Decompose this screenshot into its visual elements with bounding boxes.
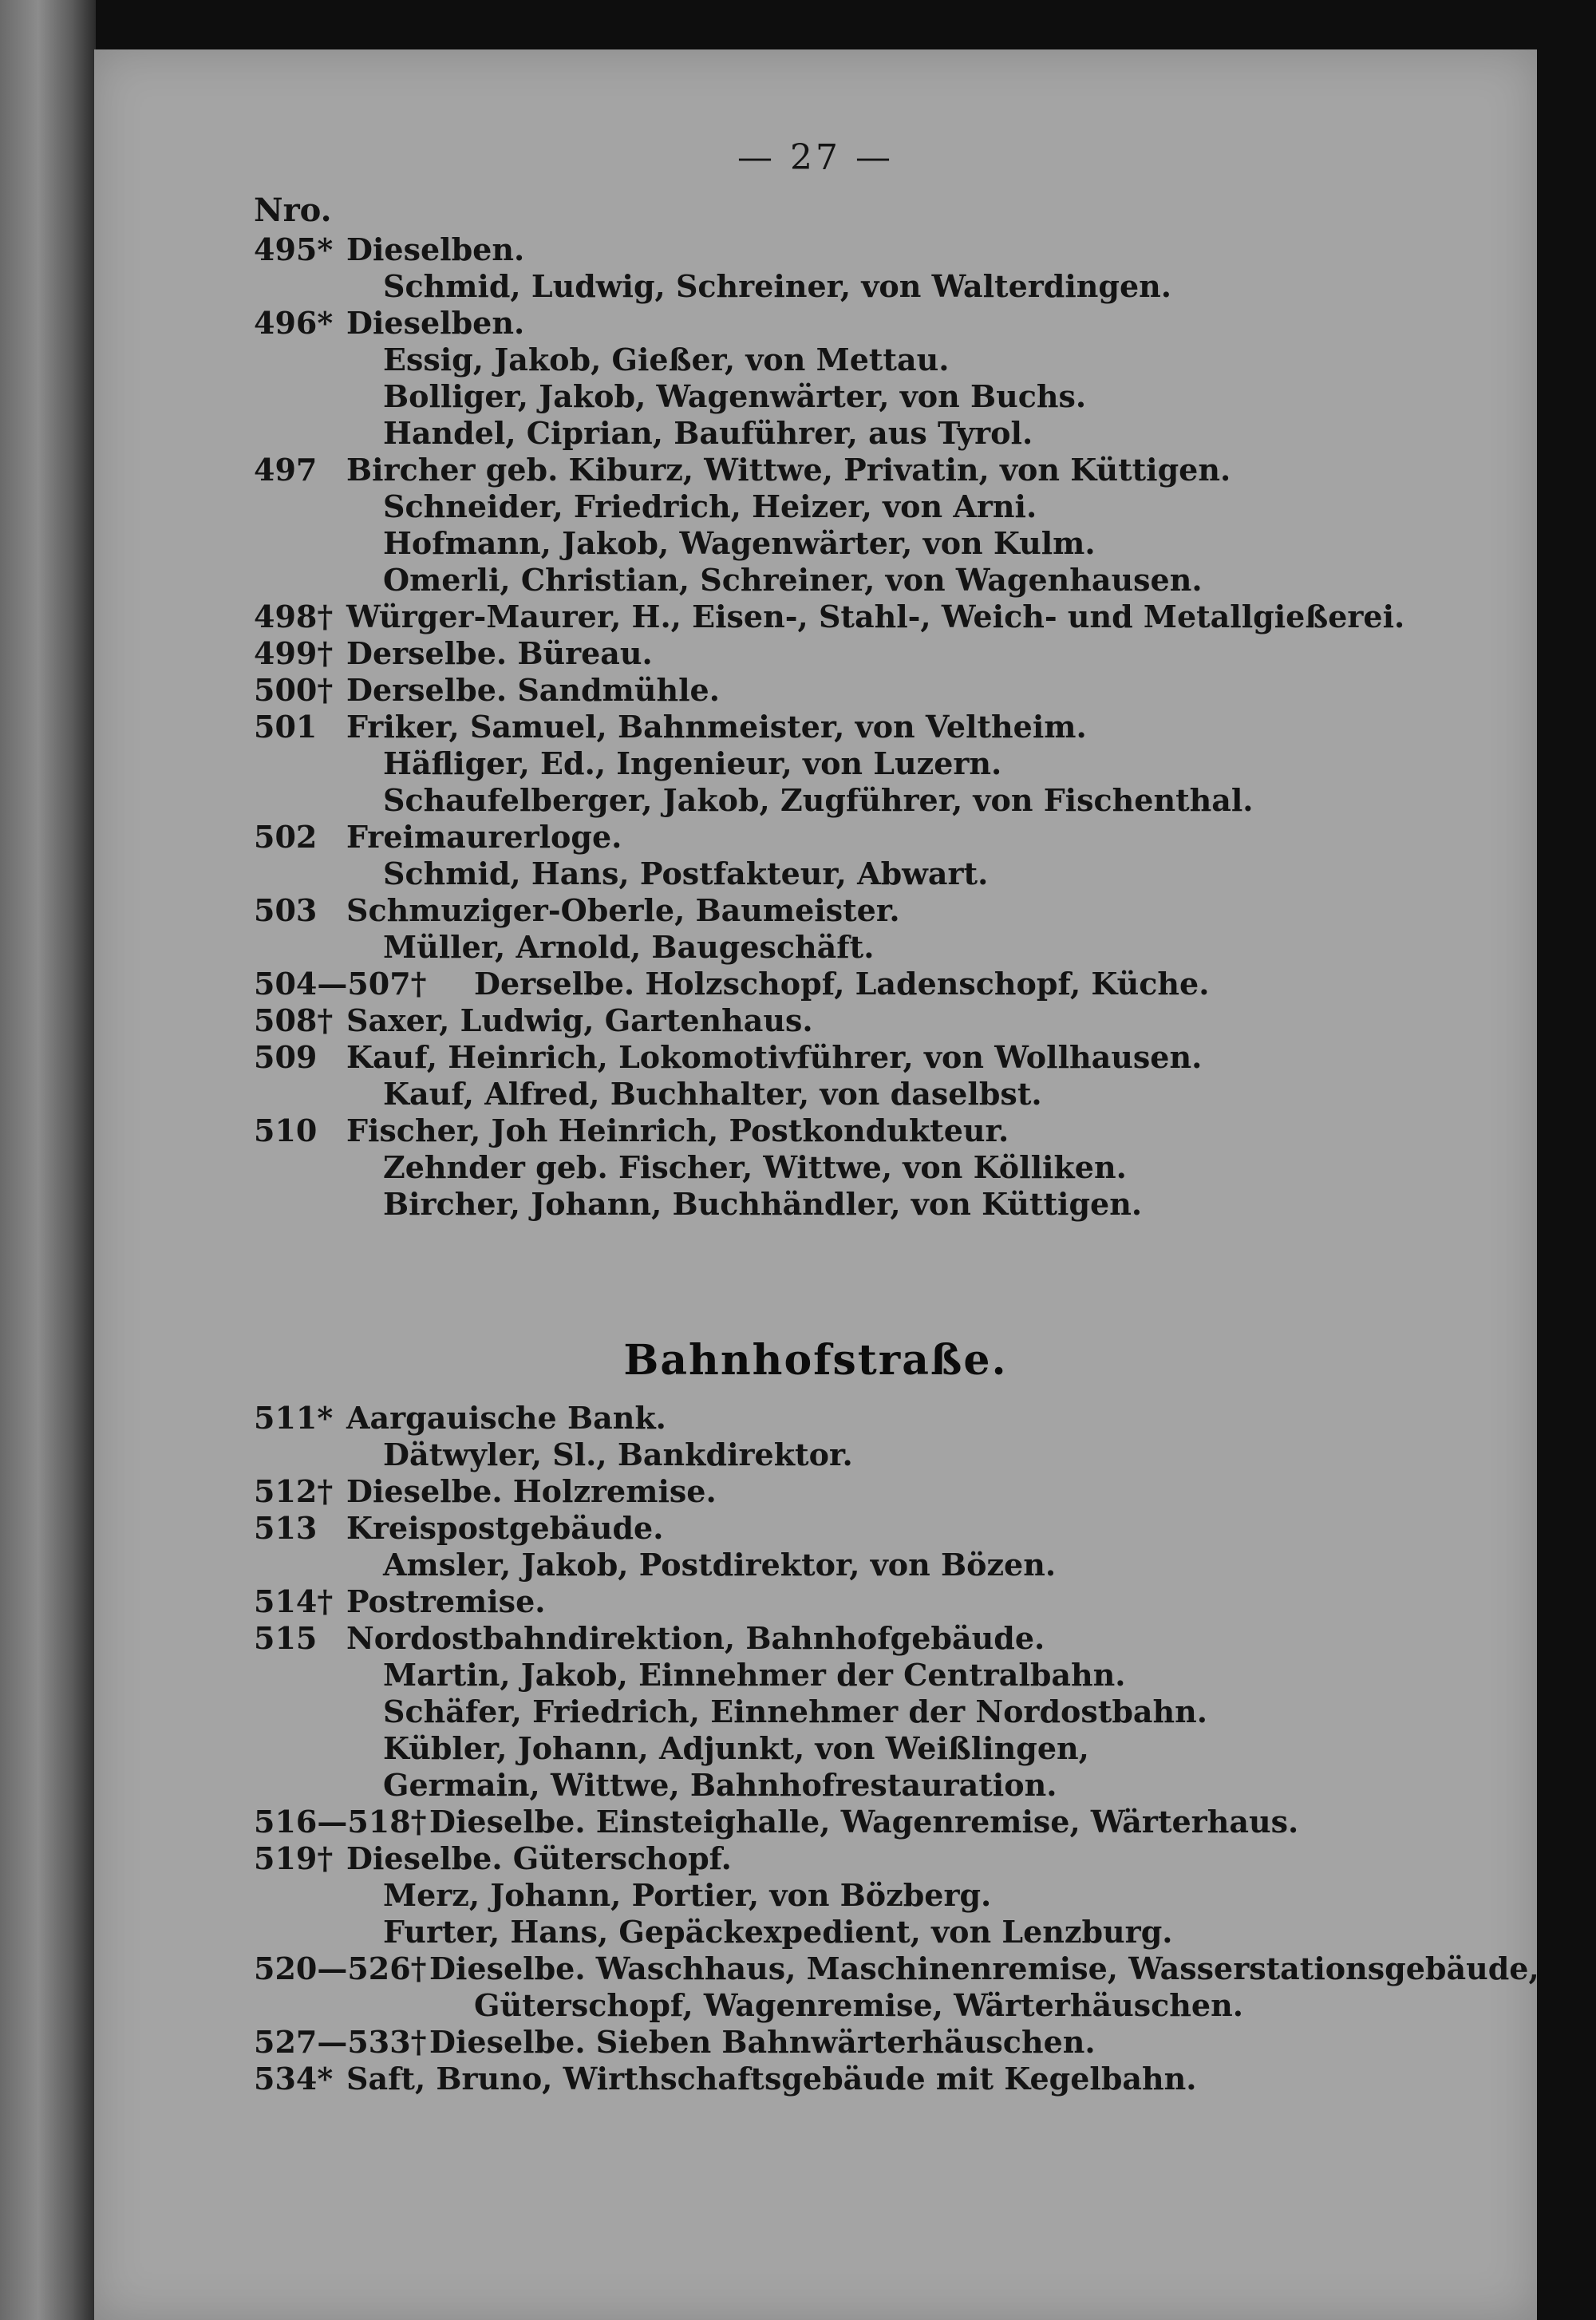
entry-row [94, 525, 1537, 562]
entry-text: Müller, Arnold, Baugeschäft. [383, 929, 875, 965]
entry-row [94, 1657, 1537, 1694]
entry-row [94, 599, 1537, 635]
entry-text: Schmuziger-Oberle, Baumeister. [346, 892, 900, 928]
entry-text: Postremise. [346, 1583, 546, 1619]
entry-row [94, 415, 1537, 452]
house-number: 508† [254, 1002, 334, 1038]
entry-text: Dieselbe. Holzremise. [346, 1473, 717, 1509]
entry-text: Derselbe. Holzschopf, Ladenschopf, Küche. [474, 966, 1210, 1002]
house-number: 496* [254, 305, 334, 341]
house-number: 534* [254, 2061, 334, 2097]
entry-text: Derselbe. Büreau. [346, 635, 653, 671]
entry-row [94, 1840, 1537, 1877]
entry-text: Essig, Jakob, Gießer, von Mettau. [383, 342, 950, 377]
house-number: 498† [254, 599, 334, 634]
entry-text: Zehnder geb. Fischer, Wittwe, von Kölliken. [383, 1149, 1127, 1185]
entry-row [94, 1547, 1537, 1583]
entry-text: Dieselbe. Güterschopf. [346, 1840, 732, 1876]
entry-text: Dieselbe. Sieben Bahnwärterhäuschen. [429, 2024, 1096, 2060]
entry-row [94, 562, 1537, 599]
entry-row [94, 1186, 1537, 1223]
entry-row [94, 342, 1537, 378]
entry-text: Kauf, Alfred, Buchhalter, von daselbst. [383, 1076, 1042, 1112]
entry-row [94, 672, 1537, 709]
entry-text: Schneider, Friedrich, Heizer, von Arni. [383, 488, 1037, 524]
entry-row [94, 378, 1537, 415]
entry-row [94, 2061, 1537, 2097]
entry-text: Furter, Hans, Gepäckexpedient, von Lenzburg. [383, 1914, 1173, 1950]
entry-text: Häfliger, Ed., Ingenieur, von Luzern. [383, 745, 1002, 781]
entry-text: Dieselbe. Einsteighalle, Wagenremise, Wärterhaus. [429, 1804, 1299, 1840]
entry-row [94, 1002, 1537, 1039]
entry-row [94, 1583, 1537, 1620]
entry-text: Derselbe. Sandmühle. [346, 672, 720, 708]
entry-row [94, 709, 1537, 745]
house-number: 502 [254, 819, 318, 855]
directory-page [94, 49, 1537, 2320]
house-number: 504—507† [254, 966, 427, 1002]
entry-row [94, 1149, 1537, 1186]
entry-text: Dieselben. [346, 231, 525, 267]
entry-text: Bircher, Johann, Buchhändler, von Küttigen. [383, 1186, 1143, 1222]
entry-list-bottom [94, 1400, 1537, 2097]
entry-row [94, 1804, 1537, 1840]
entry-text: Friker, Samuel, Bahnmeister, von Veltheim. [346, 709, 1087, 745]
house-number: 515 [254, 1620, 318, 1656]
entry-row [94, 966, 1537, 1002]
entry-row [94, 2024, 1537, 2061]
book-spine [0, 0, 96, 2320]
column-header-nro: Nro. [254, 192, 332, 229]
house-number: 500† [254, 672, 334, 708]
entry-row [94, 1914, 1537, 1950]
house-number: 501 [254, 709, 318, 745]
house-number: 510 [254, 1113, 318, 1148]
entry-row [94, 745, 1537, 782]
entry-row [94, 1987, 1537, 2024]
entry-text: Schäfer, Friedrich, Einnehmer der Nordostbahn. [383, 1694, 1207, 1729]
entry-text: Germain, Wittwe, Bahnhofrestauration. [383, 1767, 1057, 1803]
house-number: 503 [254, 892, 318, 928]
entry-list-top [94, 231, 1537, 1223]
entry-text: Saxer, Ludwig, Gartenhaus. [346, 1002, 813, 1038]
entry-row [94, 1950, 1537, 1987]
entry-text: Güterschopf, Wagenremise, Wärterhäuschen. [474, 1987, 1243, 2023]
house-number: 499† [254, 635, 334, 671]
entry-text: Aargauische Bank. [346, 1400, 666, 1436]
entry-row [94, 305, 1537, 342]
house-number: 527—533† [254, 2024, 427, 2060]
entry-row [94, 1767, 1537, 1804]
entry-row [94, 231, 1537, 268]
entry-text: Dieselbe. Waschhaus, Maschinenremise, Wasserstationsgebäude, [429, 1950, 1539, 1986]
entry-text: Merz, Johann, Portier, von Bözberg. [383, 1877, 992, 1913]
house-number: 512† [254, 1473, 334, 1509]
entry-text: Handel, Ciprian, Bauführer, aus Tyrol. [383, 415, 1033, 451]
entry-row [94, 1113, 1537, 1149]
entry-text: Kreispostgebäude. [346, 1510, 664, 1546]
entry-text: Kübler, Johann, Adjunkt, von Weißlingen, [383, 1730, 1089, 1766]
entry-row [94, 1400, 1537, 1437]
house-number: 513 [254, 1510, 318, 1546]
entry-text: Freimaurerloge. [346, 819, 622, 855]
entry-row [94, 1039, 1537, 1076]
entry-text: Fischer, Joh Heinrich, Postkondukteur. [346, 1113, 1009, 1148]
entry-text: Bircher geb. Kiburz, Wittwe, Privatin, von Küttigen. [346, 452, 1231, 488]
entry-row [94, 452, 1537, 488]
house-number: 509 [254, 1039, 318, 1075]
entry-text: Amsler, Jakob, Postdirektor, von Bözen. [383, 1547, 1057, 1583]
entry-row [94, 1510, 1537, 1547]
entry-row [94, 1076, 1537, 1113]
entry-row [94, 856, 1537, 892]
entry-text: Schmid, Hans, Postfakteur, Abwart. [383, 856, 989, 891]
entry-text: Schmid, Ludwig, Schreiner, von Walterdingen. [383, 268, 1172, 304]
entry-text: Schaufelberger, Jakob, Zugführer, von Fischenthal. [383, 782, 1254, 818]
entry-text: Dätwyler, Sl., Bankdirektor. [383, 1437, 853, 1472]
entry-text: Saft, Bruno, Wirthschaftsgebäude mit Kegelbahn. [346, 2061, 1197, 2097]
entry-row [94, 1877, 1537, 1914]
entry-text: Dieselben. [346, 305, 525, 341]
entry-row [94, 1473, 1537, 1510]
entry-row [94, 929, 1537, 966]
entry-text: Würger-Maurer, H., Eisen-, Stahl-, Weich- und Metallgießerei. [346, 599, 1405, 634]
entry-row [94, 488, 1537, 525]
entry-row [94, 1730, 1537, 1767]
house-number: 511* [254, 1400, 334, 1436]
entry-row [94, 782, 1537, 819]
entry-text: Bolliger, Jakob, Wagenwärter, von Buchs. [383, 378, 1087, 414]
entry-row [94, 892, 1537, 929]
page-number: — 27 — [737, 137, 894, 178]
entry-text: Hofmann, Jakob, Wagenwärter, von Kulm. [383, 525, 1096, 561]
entry-text: Nordostbahndirektion, Bahnhofgebäude. [346, 1620, 1045, 1656]
entry-row [94, 1437, 1537, 1473]
entry-row [94, 1620, 1537, 1657]
entry-row [94, 1694, 1537, 1730]
entry-text: Martin, Jakob, Einnehmer der Centralbahn. [383, 1657, 1126, 1693]
entry-row [94, 268, 1537, 305]
section-heading: Bahnhofstraße. [623, 1336, 1008, 1385]
house-number: 516—518† [254, 1804, 427, 1840]
house-number: 514† [254, 1583, 334, 1619]
house-number: 497 [254, 452, 318, 488]
entry-row [94, 635, 1537, 672]
entry-text: Kauf, Heinrich, Lokomotivführer, von Wollhausen. [346, 1039, 1203, 1075]
house-number: 495* [254, 231, 334, 267]
house-number: 519† [254, 1840, 334, 1876]
entry-text: Omerli, Christian, Schreiner, von Wagenhausen. [383, 562, 1203, 598]
entry-row [94, 819, 1537, 856]
house-number: 520—526† [254, 1950, 427, 1986]
